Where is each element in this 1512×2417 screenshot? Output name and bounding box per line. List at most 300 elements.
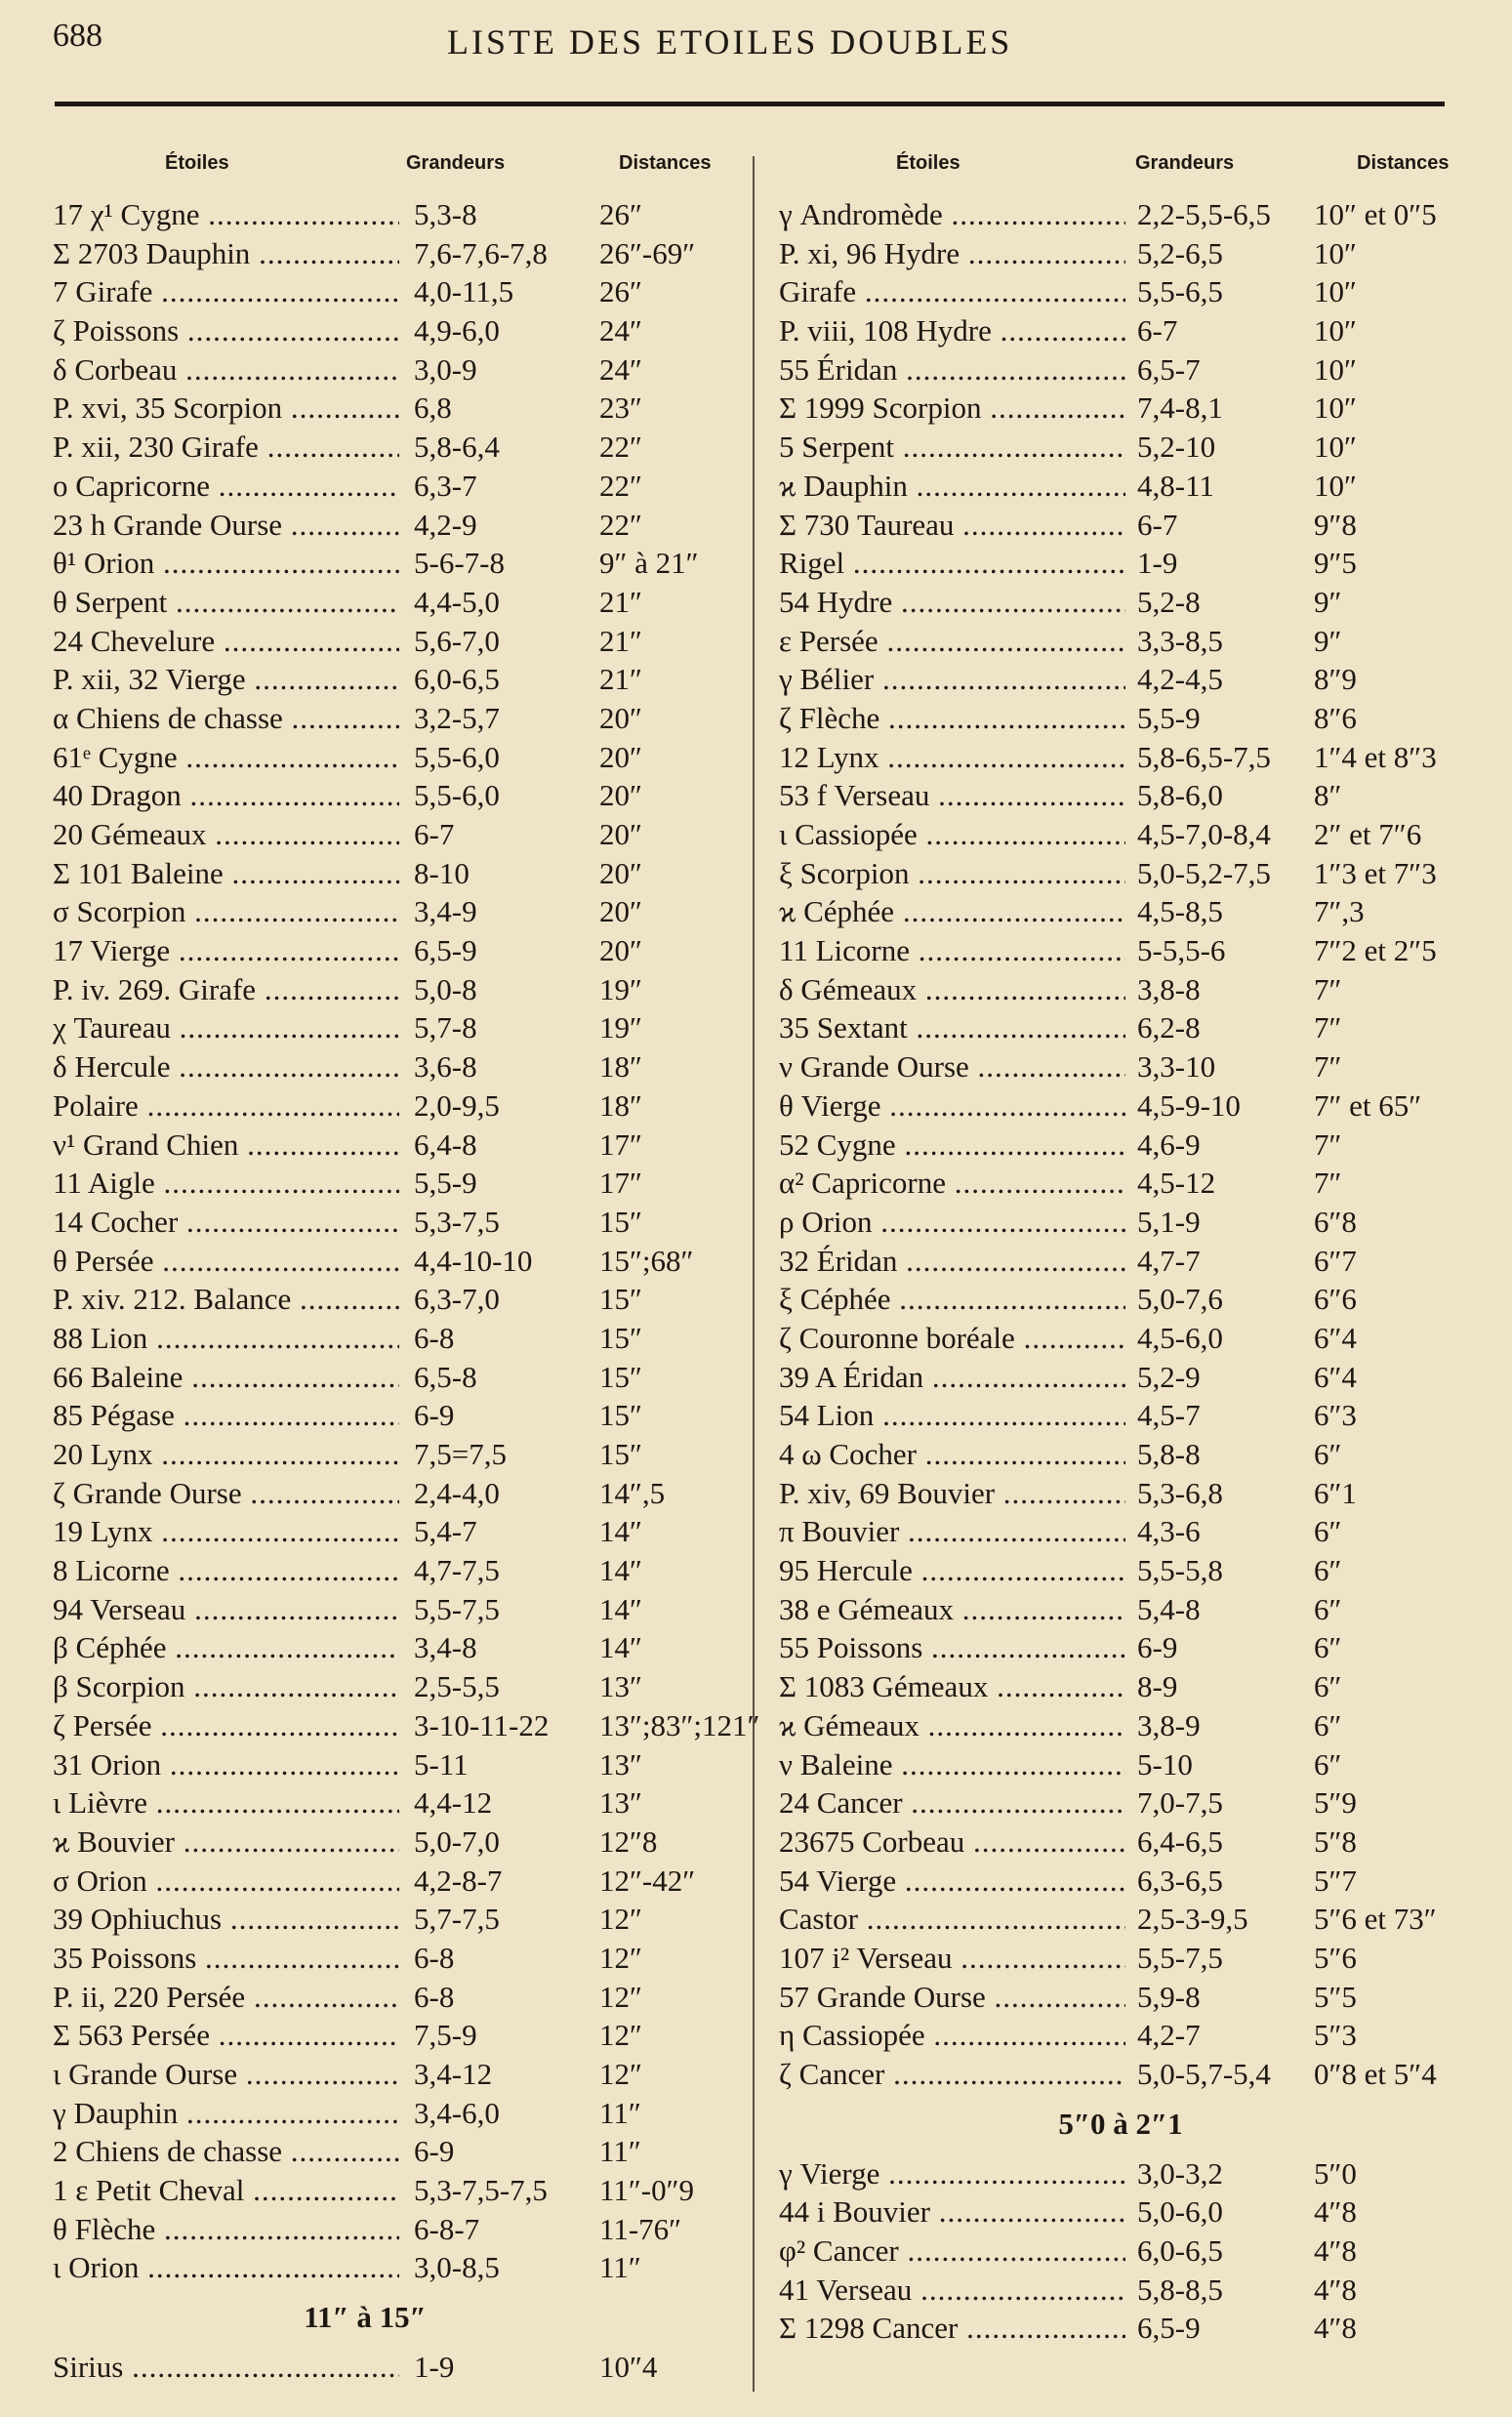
- star-row: [53, 2248, 736, 2287]
- star-distance: 20″: [599, 778, 642, 813]
- star-distance: 5″9: [1314, 1785, 1357, 1821]
- star-magnitudes: 5,5-7,5: [414, 1591, 500, 1626]
- star-name: θ Vierge .....: [779, 1086, 1125, 1126]
- star-name: 23675 Corbeau .....: [779, 1823, 1125, 1862]
- star-magnitudes: 4,8-11: [1137, 468, 1214, 503]
- star-distance: 5″6 et 73″: [1314, 1902, 1437, 1937]
- right-star-list-continued: [779, 2154, 1462, 2348]
- star-distance: 12″: [599, 1979, 642, 2014]
- star-row: [53, 2171, 736, 2210]
- star-distance: 11″-0″9: [599, 2173, 694, 2208]
- star-row: [53, 2016, 736, 2055]
- star-magnitudes: 5,2-9: [1137, 1359, 1201, 1394]
- star-distance: 18″: [599, 1049, 642, 1085]
- star-name: ι Grande Ourse .....: [53, 2055, 399, 2094]
- star-distance: 12″: [599, 1902, 642, 1937]
- star-magnitudes: 5,8-8,5: [1137, 2272, 1223, 2307]
- star-row: [779, 1706, 1462, 1745]
- star-row: [779, 311, 1462, 350]
- star-magnitudes: 4,5-7: [1137, 1398, 1201, 1433]
- star-name: ι Cassiopée .....: [779, 815, 1125, 854]
- star-row: [53, 699, 736, 738]
- star-magnitudes: 7,0-7,5: [1137, 1785, 1223, 1821]
- star-row: [53, 467, 736, 506]
- star-magnitudes: 5,2-8: [1137, 584, 1201, 619]
- star-magnitudes: 5,3-8: [414, 197, 477, 231]
- star-distance: 15″: [599, 1359, 642, 1394]
- star-distance: 6″1: [1314, 1475, 1357, 1510]
- star-row: [779, 815, 1462, 854]
- star-row: [779, 234, 1462, 273]
- star-name: ο Capricorne .....: [53, 467, 399, 506]
- star-distance: 4″8: [1314, 2272, 1357, 2307]
- star-distance: 6″: [1314, 1707, 1342, 1742]
- star-distance: 6″: [1314, 1437, 1342, 1471]
- star-row: [779, 583, 1462, 622]
- star-row: [53, 1628, 736, 1667]
- star-name: 31 Orion .....: [53, 1745, 399, 1784]
- star-distance: 12″: [599, 2018, 642, 2053]
- star-distance: 15″: [599, 1204, 642, 1239]
- star-name: 5 Serpent .....: [779, 428, 1125, 467]
- star-name: 85 Pégase .....: [53, 1396, 399, 1435]
- star-distance: 19″: [599, 1010, 642, 1045]
- star-distance: 5″8: [1314, 1823, 1357, 1859]
- star-magnitudes: 6,8: [414, 390, 452, 426]
- star-distance: 20″: [599, 817, 642, 851]
- star-row: [53, 1862, 736, 1901]
- star-row: [779, 195, 1462, 234]
- star-distance: 15″: [599, 1320, 642, 1355]
- star-magnitudes: 5,7-7,5: [414, 1902, 500, 1937]
- star-distance: 9″ à 21″: [599, 546, 699, 581]
- star-name: ξ Céphée .....: [779, 1280, 1125, 1319]
- star-magnitudes: 5,5-5,8: [1137, 1553, 1223, 1588]
- star-distance: 6″: [1314, 1553, 1342, 1588]
- star-magnitudes: 3,0-9: [414, 351, 477, 387]
- star-magnitudes: 5,0-8: [414, 971, 477, 1006]
- star-distance: 24″: [599, 313, 642, 348]
- star-magnitudes: 5,5-9: [1137, 700, 1201, 735]
- star-distance: 15″: [599, 1282, 642, 1317]
- right-star-list: [779, 195, 1462, 2094]
- star-magnitudes: 5,8-8: [1137, 1437, 1201, 1471]
- star-row: [779, 1628, 1462, 1667]
- star-row: [779, 350, 1462, 389]
- star-name: Σ 730 Taureau .....: [779, 506, 1125, 545]
- star-name: 17 χ¹ Cygne .....: [53, 195, 399, 234]
- star-row: [779, 1978, 1462, 2017]
- star-distance: 21″: [599, 623, 642, 658]
- star-row: [53, 1667, 736, 1706]
- star-distance: 10″ et 0″5: [1314, 197, 1437, 231]
- star-distance: 1″3 et 7″3: [1314, 855, 1437, 890]
- star-row: [53, 738, 736, 777]
- star-magnitudes: 4,9-6,0: [414, 313, 500, 348]
- star-name: 17 Vierge .....: [53, 931, 399, 970]
- star-row: [53, 2210, 736, 2249]
- star-distance: 6″: [1314, 1669, 1342, 1704]
- star-row: [779, 1203, 1462, 1242]
- star-magnitudes: 5,3-7,5-7,5: [414, 2173, 548, 2208]
- star-name: ζ Persée .....: [53, 1706, 399, 1745]
- star-name: σ Orion .....: [53, 1862, 399, 1901]
- star-row: [53, 1900, 736, 1939]
- star-magnitudes: 3,0-3,2: [1137, 2155, 1223, 2191]
- left-star-list-continued: [53, 2348, 736, 2387]
- star-magnitudes: 6,5-8: [414, 1359, 477, 1394]
- star-distance: 6″: [1314, 1591, 1342, 1626]
- star-magnitudes: 3-10-11-22: [414, 1707, 550, 1742]
- star-name: ν¹ Grand Chien .....: [53, 1126, 399, 1165]
- star-name: 54 Vierge .....: [779, 1862, 1125, 1901]
- star-magnitudes: 5,4-7: [414, 1514, 477, 1549]
- star-distance: 14″,5: [599, 1475, 666, 1510]
- star-row: [779, 892, 1462, 931]
- star-magnitudes: 3,8-9: [1137, 1707, 1201, 1742]
- star-magnitudes: 5,2-6,5: [1137, 235, 1223, 270]
- star-distance: 26″: [599, 274, 642, 309]
- star-row: [779, 1939, 1462, 1978]
- star-row: [779, 2309, 1462, 2348]
- star-magnitudes: 3,8-8: [1137, 971, 1201, 1006]
- star-row: [53, 1280, 736, 1319]
- star-name: 24 Cancer .....: [779, 1783, 1125, 1823]
- star-name: 35 Poissons .....: [53, 1939, 399, 1978]
- star-magnitudes: 4,7-7,5: [414, 1553, 500, 1588]
- star-row: [53, 1203, 736, 1242]
- star-magnitudes: 4,2-7: [1137, 2018, 1201, 2053]
- star-name: ζ Cancer .....: [779, 2055, 1125, 2094]
- star-row: [779, 1667, 1462, 1706]
- star-name: 54 Lion .....: [779, 1396, 1125, 1435]
- star-row: [779, 1474, 1462, 1513]
- star-magnitudes: 6-8: [414, 1979, 455, 2014]
- star-row: [779, 2154, 1462, 2193]
- star-magnitudes: 2,0-9,5: [414, 1087, 500, 1123]
- star-row: [53, 195, 736, 234]
- star-name: 95 Hercule .....: [779, 1551, 1125, 1590]
- star-name: 35 Sextant .....: [779, 1008, 1125, 1047]
- star-magnitudes: 5,5-9: [414, 1166, 477, 1201]
- star-name: δ Corbeau .....: [53, 350, 399, 389]
- star-row: [53, 1512, 736, 1551]
- star-row: [779, 738, 1462, 777]
- star-name: χ Taureau .....: [53, 1008, 399, 1047]
- star-distance: 13″: [599, 1669, 642, 1704]
- star-name: Rigel .....: [779, 544, 1125, 583]
- star-magnitudes: 2,4-4,0: [414, 1475, 500, 1510]
- star-distance: 7″: [1314, 1010, 1342, 1045]
- star-name: 4 ω Cocher .....: [779, 1435, 1125, 1474]
- star-distance: 5″3: [1314, 2018, 1357, 2053]
- star-distance: 6″: [1314, 1514, 1342, 1549]
- star-name: 14 Cocher .....: [53, 1203, 399, 1242]
- star-name: 20 Lynx .....: [53, 1435, 399, 1474]
- star-magnitudes: 4,3-6: [1137, 1514, 1201, 1549]
- star-name: ρ Orion .....: [779, 1203, 1125, 1242]
- star-distance: 20″: [599, 933, 642, 968]
- star-magnitudes: 8-10: [414, 855, 470, 890]
- star-name: 11 Licorne .....: [779, 931, 1125, 970]
- star-distance: 8″6: [1314, 700, 1357, 735]
- star-name: Σ 1298 Cancer .....: [779, 2309, 1125, 2348]
- star-distance: 9″8: [1314, 507, 1357, 542]
- star-name: γ Bélier .....: [779, 660, 1125, 699]
- star-row: [53, 1435, 736, 1474]
- star-row: [779, 2192, 1462, 2232]
- star-row: [779, 389, 1462, 428]
- star-row: [779, 1823, 1462, 1862]
- star-row: [779, 2055, 1462, 2094]
- star-row: [779, 506, 1462, 545]
- star-distance: 2″ et 7″6: [1314, 817, 1422, 851]
- star-row: [53, 428, 736, 467]
- star-name: 40 Dragon .....: [53, 776, 399, 815]
- star-row: [53, 1474, 736, 1513]
- star-magnitudes: 5,9-8: [1137, 1979, 1201, 2014]
- star-magnitudes: 5,3-6,8: [1137, 1475, 1223, 1510]
- star-row: [779, 272, 1462, 311]
- star-name: 20 Gémeaux .....: [53, 815, 399, 854]
- star-row: [53, 1783, 736, 1823]
- star-row: [53, 892, 736, 931]
- star-magnitudes: 5,5-7,5: [1137, 1940, 1223, 1975]
- star-magnitudes: 5,5-6,0: [414, 778, 500, 813]
- star-row: [53, 1008, 736, 1047]
- star-magnitudes: 3,3-8,5: [1137, 623, 1223, 658]
- star-magnitudes: 2,5-5,5: [414, 1669, 500, 1704]
- star-row: [779, 1126, 1462, 1165]
- star-magnitudes: 6,3-7: [414, 468, 477, 503]
- star-name: 11 Aigle .....: [53, 1164, 399, 1203]
- star-name: ϰ Dauphin .....: [779, 467, 1125, 506]
- star-row: [779, 1590, 1462, 1629]
- star-distance: 5″0: [1314, 2155, 1357, 2191]
- star-row: [779, 1280, 1462, 1319]
- star-name: 38 e Gémeaux .....: [779, 1590, 1125, 1629]
- star-name: α Chiens de chasse .....: [53, 699, 399, 738]
- star-magnitudes: 1-9: [414, 2350, 455, 2385]
- star-name: 44 i Bouvier .....: [779, 2192, 1125, 2232]
- star-row: [53, 2094, 736, 2133]
- star-distance: 13″: [599, 1746, 642, 1782]
- star-name: γ Vierge .....: [779, 2154, 1125, 2193]
- star-row: [779, 544, 1462, 583]
- star-row: [53, 1242, 736, 1281]
- star-name: P. ii, 220 Persée .....: [53, 1978, 399, 2017]
- star-row: [53, 2055, 736, 2094]
- star-distance: 17″: [599, 1127, 642, 1162]
- star-name: 57 Grande Ourse .....: [779, 1978, 1125, 2017]
- star-magnitudes: 3,4-6,0: [414, 2095, 500, 2130]
- star-magnitudes: 3,4-9: [414, 894, 477, 929]
- star-magnitudes: 5,1-9: [1137, 1204, 1201, 1239]
- star-magnitudes: 7,5-9: [414, 2018, 477, 2053]
- star-name: P. xiv, 69 Bouvier .....: [779, 1474, 1125, 1513]
- star-magnitudes: 5,0-7,6: [1137, 1282, 1223, 1317]
- star-distance: 5″7: [1314, 1863, 1357, 1898]
- star-row: [779, 1435, 1462, 1474]
- star-name: 23 h Grande Ourse .....: [53, 506, 399, 545]
- star-row: [779, 1396, 1462, 1435]
- star-magnitudes: 4,2-8-7: [414, 1863, 503, 1898]
- right-column-header: [779, 146, 1462, 195]
- star-distance: 15″: [599, 1437, 642, 1471]
- star-name: P. viii, 108 Hydre .....: [779, 311, 1125, 350]
- star-row: [53, 2132, 736, 2171]
- star-name: Σ 2703 Dauphin .....: [53, 234, 399, 273]
- star-distance: 14″: [599, 1514, 642, 1549]
- star-magnitudes: 6,4-8: [414, 1127, 477, 1162]
- star-distance: 7″: [1314, 1049, 1342, 1085]
- star-name: P. xi, 96 Hydre .....: [779, 234, 1125, 273]
- left-star-list: [53, 195, 760, 2287]
- star-row: [779, 1008, 1462, 1047]
- star-name: φ² Cancer .....: [779, 2232, 1125, 2271]
- star-name: ν Baleine .....: [779, 1745, 1125, 1784]
- star-name: 24 Chevelure .....: [53, 622, 399, 661]
- star-name: β Céphée .....: [53, 1628, 399, 1667]
- star-distance: 23″: [599, 390, 642, 426]
- star-magnitudes: 5,0-6,0: [1137, 2194, 1223, 2230]
- star-distance: 4″8: [1314, 2233, 1357, 2269]
- star-distance: 6″6: [1314, 1282, 1357, 1317]
- star-distance: 21″: [599, 584, 642, 619]
- star-distance: 5″6: [1314, 1940, 1357, 1975]
- star-row: [779, 1783, 1462, 1823]
- star-magnitudes: 5,8-6,5-7,5: [1137, 739, 1271, 774]
- star-name: 7 Girafe .....: [53, 272, 399, 311]
- star-distance: 7″: [1314, 1166, 1342, 1201]
- star-row: [53, 1086, 736, 1126]
- star-magnitudes: 5,6-7,0: [414, 623, 500, 658]
- star-row: [779, 660, 1462, 699]
- star-name: β Scorpion .....: [53, 1667, 399, 1706]
- star-name: 55 Éridan .....: [779, 350, 1125, 389]
- star-magnitudes: 6,2-8: [1137, 1010, 1201, 1045]
- star-name: ϰ Bouvier .....: [53, 1823, 399, 1862]
- star-name: δ Gémeaux .....: [779, 970, 1125, 1009]
- star-magnitudes: 6-9: [414, 2134, 455, 2169]
- star-distance: 12″: [599, 2057, 642, 2091]
- star-magnitudes: 6-8-7: [414, 2211, 480, 2246]
- right-column: [779, 146, 1462, 2348]
- star-magnitudes: 4,5-9-10: [1137, 1087, 1241, 1123]
- star-distance: 6″3: [1314, 1398, 1357, 1433]
- star-name: Girafe .....: [779, 272, 1125, 311]
- star-distance: 1″4 et 8″3: [1314, 739, 1437, 774]
- star-magnitudes: 3,4-8: [414, 1630, 477, 1665]
- star-row: [779, 428, 1462, 467]
- star-magnitudes: 5,4-8: [1137, 1591, 1201, 1626]
- star-distance: 26″: [599, 197, 642, 231]
- star-row: [53, 931, 736, 970]
- star-distance: 20″: [599, 894, 642, 929]
- star-name: θ¹ Orion .....: [53, 544, 399, 583]
- star-row: [53, 1706, 760, 1745]
- star-name: ν Grande Ourse .....: [779, 1047, 1125, 1086]
- star-magnitudes: 6-7: [414, 817, 455, 851]
- star-row: [53, 854, 736, 893]
- star-name: 66 Baleine .....: [53, 1358, 399, 1397]
- magnitudes-header: Grandeurs: [1135, 152, 1235, 174]
- magnitudes-header: Grandeurs: [406, 152, 506, 174]
- star-distance: 8″9: [1314, 662, 1357, 697]
- star-distance: 14″: [599, 1553, 642, 1588]
- star-row: [53, 311, 736, 350]
- star-row: [779, 776, 1462, 815]
- star-distance: 20″: [599, 739, 642, 774]
- star-magnitudes: 4,7-7: [1137, 1243, 1201, 1278]
- star-name: 61ᵉ Cygne .....: [53, 738, 399, 777]
- star-magnitudes: 6-9: [414, 1398, 455, 1433]
- stars-header: Étoiles: [896, 152, 960, 174]
- star-distance: 9″5: [1314, 546, 1357, 581]
- star-name: θ Persée .....: [53, 1242, 399, 1281]
- star-distance: 21″: [599, 662, 642, 697]
- star-distance: 15″: [599, 1398, 642, 1433]
- star-name: P. iv. 269. Girafe .....: [53, 970, 399, 1009]
- star-row: [779, 854, 1462, 893]
- star-row: [779, 467, 1462, 506]
- star-distance: 7″2 et 2″5: [1314, 933, 1437, 968]
- star-distance: 18″: [599, 1087, 642, 1123]
- star-distance: 12″: [599, 1940, 642, 1975]
- star-distance: 7″ et 65″: [1314, 1087, 1422, 1123]
- star-distance: 10″: [1314, 274, 1357, 309]
- star-row: [779, 1047, 1462, 1086]
- star-magnitudes: 5,0-5,7-5,4: [1137, 2057, 1271, 2091]
- star-name: P. xvi, 35 Scorpion .....: [53, 389, 399, 428]
- star-distance: 13″;83″;121″: [599, 1707, 760, 1742]
- star-row: [53, 1551, 736, 1590]
- star-distance: 9″: [1314, 584, 1342, 619]
- star-row: [53, 1823, 736, 1862]
- star-row: [53, 1164, 736, 1203]
- star-name: 54 Hydre .....: [779, 583, 1125, 622]
- star-distance: 14″: [599, 1630, 642, 1665]
- star-magnitudes: 3,2-5,7: [414, 700, 500, 735]
- star-distance: 9″: [1314, 623, 1342, 658]
- right-section-heading: 5″0 à 2″1: [1058, 2106, 1183, 2141]
- star-name: ξ Scorpion .....: [779, 854, 1125, 893]
- star-magnitudes: 5,5-6,0: [414, 739, 500, 774]
- star-name: P. xii, 230 Girafe .....: [53, 428, 399, 467]
- star-name: ζ Flèche .....: [779, 699, 1125, 738]
- star-magnitudes: 6-8: [414, 1320, 455, 1355]
- star-distance: 15″;68″: [599, 1243, 694, 1278]
- star-distance: 22″: [599, 430, 642, 465]
- star-magnitudes: 2,5-3-9,5: [1137, 1902, 1248, 1937]
- star-distance: 20″: [599, 855, 642, 890]
- star-distance: 26″-69″: [599, 235, 696, 270]
- star-magnitudes: 3,0-8,5: [414, 2250, 500, 2285]
- star-distance: 13″: [599, 1785, 642, 1821]
- star-magnitudes: 4,5-8,5: [1137, 894, 1223, 929]
- star-name: 19 Lynx .....: [53, 1512, 399, 1551]
- star-magnitudes: 6,3-7,0: [414, 1282, 500, 1317]
- star-name: θ Flèche .....: [53, 2210, 399, 2249]
- star-distance: 6″4: [1314, 1320, 1357, 1355]
- star-distance: 7″,3: [1314, 894, 1365, 929]
- star-distance: 19″: [599, 971, 642, 1006]
- star-distance: 10″: [1314, 235, 1357, 270]
- star-distance: 17″: [599, 1166, 642, 1201]
- star-magnitudes: 7,5=7,5: [414, 1437, 507, 1471]
- star-distance: 14″: [599, 1591, 642, 1626]
- star-row: [53, 1745, 736, 1784]
